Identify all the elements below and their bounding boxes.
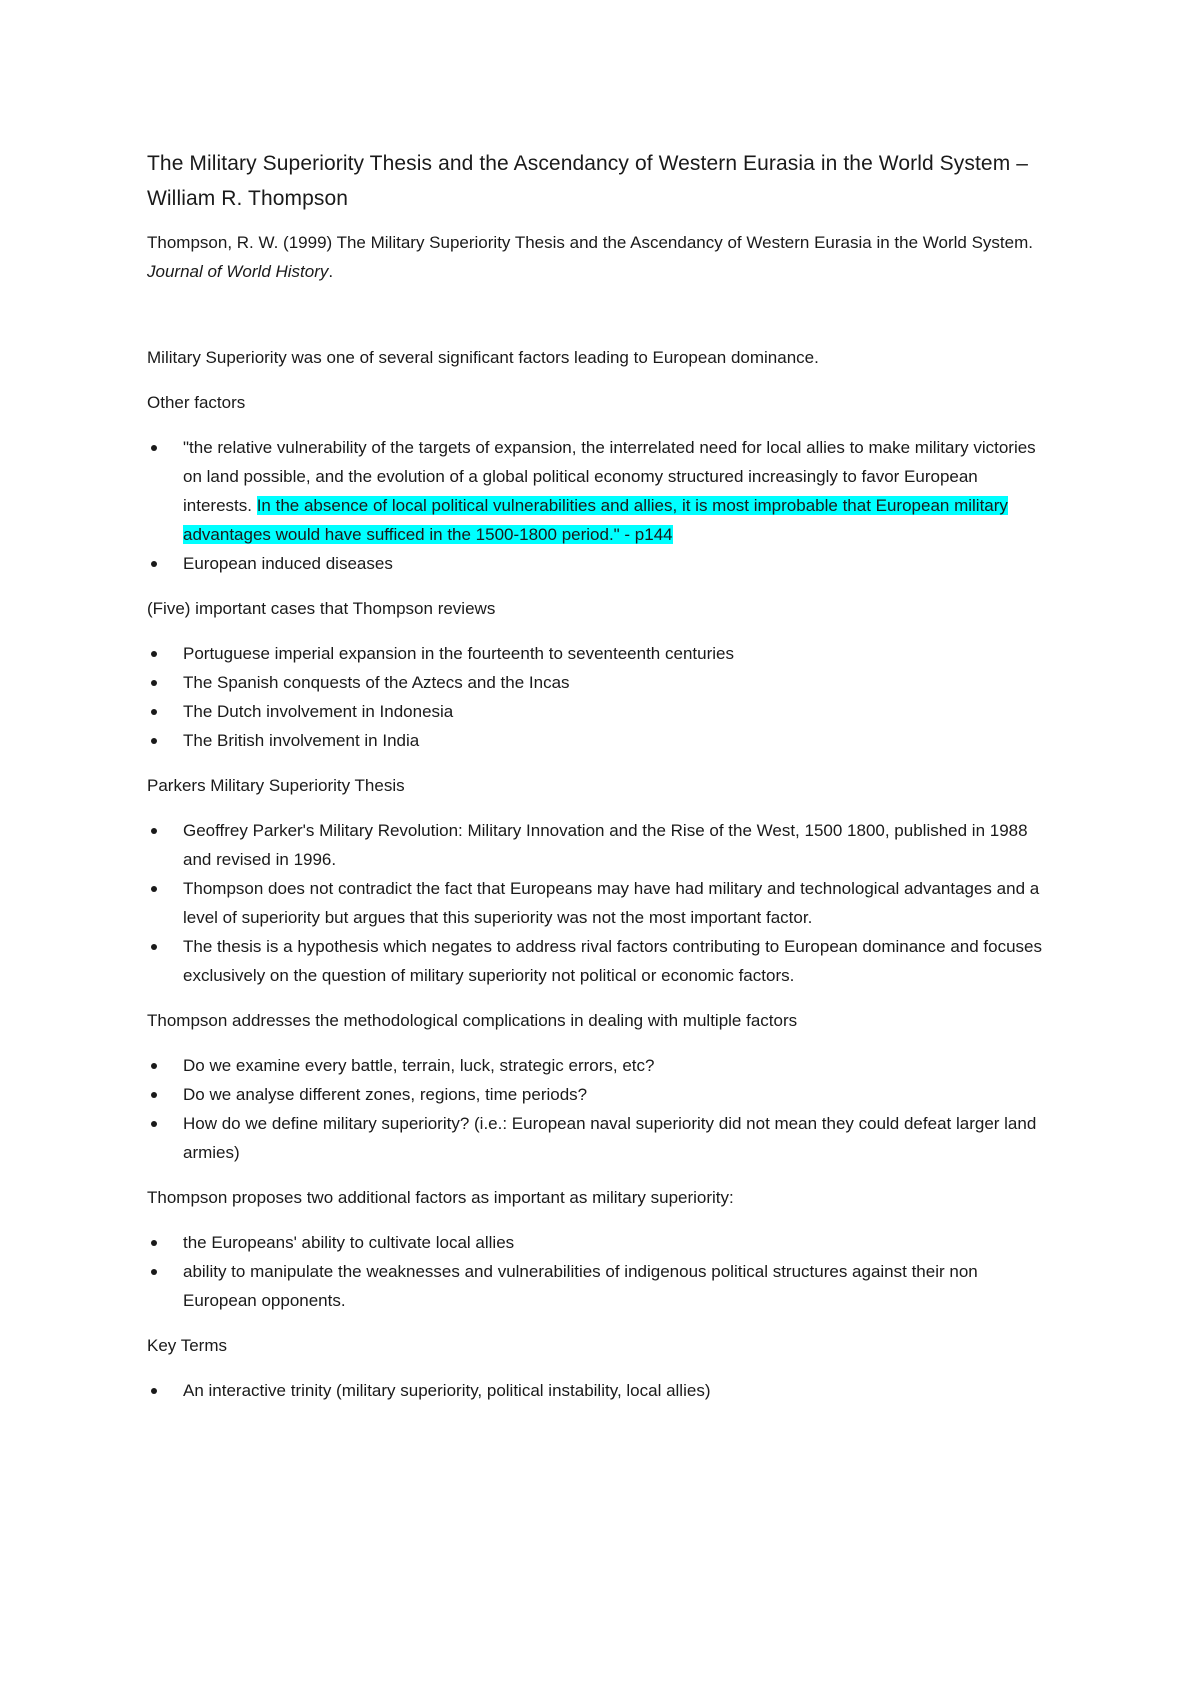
list-item: How do we define military superiority? (i.e.: European naval superiority did not mean they could defeat larger land armies) (147, 1109, 1050, 1167)
citation-end: . (328, 262, 334, 281)
list-item: Thompson does not contradict the fact that Europeans may have had military and technological advantages and a level of superiority but argues that this superiority was not the most important factor. (147, 874, 1050, 932)
list-item: Geoffrey Parker's Military Revolution: Military Innovation and the Rise of the West, 1500 1800, published in 1988 and revised in 1996. (147, 816, 1050, 874)
proposal-list (147, 1228, 1050, 1315)
section-heading-proposal: Thompson proposes two additional factors as important as military superiority: (147, 1188, 734, 1207)
parkers-list (147, 816, 1050, 990)
list-item: Do we analyse different zones, regions, time periods? (147, 1080, 1050, 1109)
list-item: The thesis is a hypothesis which negates to address rival factors contributing to European dominance and focuses exclusively on the question of military superiority not political or economic factors. (147, 932, 1050, 990)
document-title: The Military Superiority Thesis and the Ascendancy of Western Eurasia in the World System – William R. Thompson (147, 152, 1028, 210)
other-factors-list (147, 433, 1050, 578)
list-item: Do we examine every battle, terrain, luck, strategic errors, etc? (147, 1051, 1050, 1080)
list-item: The Dutch involvement in Indonesia (147, 697, 1050, 726)
citation (147, 228, 1050, 286)
list-item (147, 433, 1050, 549)
intro-paragraph: Military Superiority was one of several significant factors leading to European dominance. (147, 348, 819, 367)
key-terms-list (147, 1376, 1050, 1405)
section-heading-cases: (Five) important cases that Thompson reviews (147, 599, 496, 618)
list-item: Portuguese imperial expansion in the fourteenth to seventeenth centuries (147, 639, 1050, 668)
list-item: An interactive trinity (military superiority, political instability, local allies) (147, 1376, 1050, 1405)
citation-journal: Journal of World History (147, 262, 329, 281)
highlighted-quote: In the absence of local political vulnerabilities and allies, it is most improbable that European military advantages would have sufficed in the 1500-1800 period." - p144 (183, 496, 1008, 544)
citation-text: Thompson, R. W. (1999) The Military Superiority Thesis and the Ascendancy of Western Eurasia in the World System. (147, 233, 1033, 252)
section-heading-methodology: Thompson addresses the methodological complications in dealing with multiple factors (147, 1011, 798, 1030)
cases-list (147, 639, 1050, 755)
section-heading-parkers: Parkers Military Superiority Thesis (147, 776, 405, 795)
list-item: The British involvement in India (147, 726, 1050, 755)
list-item: The Spanish conquests of the Aztecs and the Incas (147, 668, 1050, 697)
methodology-list (147, 1051, 1050, 1167)
section-heading-key-terms: Key Terms (147, 1336, 227, 1355)
quote-text: "the relative vulnerability of the targets of expansion, the interrelated need for local allies to make military victories on land possible, and the evolution of a global political economy structured increasingly to favor European interests. (183, 438, 1036, 515)
list-item: ability to manipulate the weaknesses and vulnerabilities of indigenous political structures against their non European opponents. (147, 1257, 1050, 1315)
list-item: European induced diseases (147, 549, 1050, 578)
section-heading-other-factors: Other factors (147, 393, 246, 412)
list-item: the Europeans' ability to cultivate local allies (147, 1228, 1050, 1257)
